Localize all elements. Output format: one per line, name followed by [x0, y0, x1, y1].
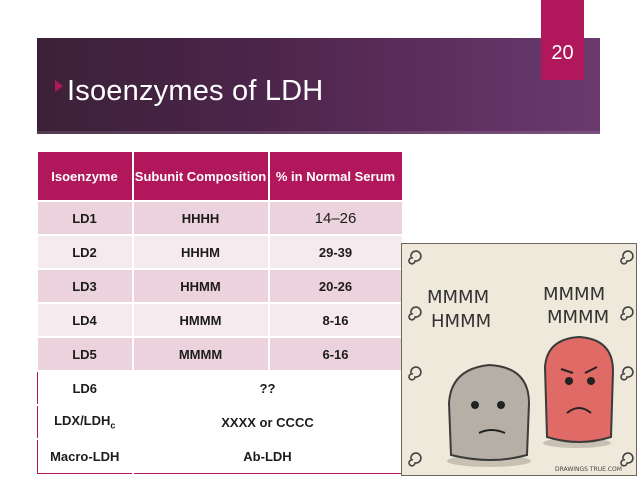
ldh-cartoon-image	[401, 243, 637, 476]
title-bullet-icon	[55, 80, 63, 92]
cartoon-credit: DRAWINGS TRUE.COM	[555, 466, 622, 473]
header-percent-normal-serum: % in Normal Serum	[269, 152, 402, 201]
cartoon-right-caption-1: MMMM	[543, 284, 606, 305]
cell-isoenzyme: LD6	[38, 371, 133, 405]
cell-subunits: Ab-LDH	[133, 439, 402, 473]
cell-percent: 20-26	[269, 269, 402, 303]
isoenzyme-table	[37, 152, 402, 474]
cell-isoenzyme: LD4	[38, 303, 133, 337]
table-row	[38, 201, 402, 235]
cartoon-left-caption-1: MMMM	[427, 287, 490, 308]
cell-isoenzyme: LD2	[38, 235, 133, 269]
cell-isoenzyme: Macro-LDH	[38, 439, 133, 473]
cell-percent: 29-39	[269, 235, 402, 269]
cell-isoenzyme-subscript: c	[110, 420, 116, 431]
table-row	[38, 337, 402, 371]
table-row	[38, 439, 402, 473]
header-isoenzyme: Isoenzyme	[38, 152, 133, 201]
cell-isoenzyme: LD3	[38, 269, 133, 303]
gray-blob-character-icon	[447, 365, 531, 467]
cell-subunits: HMMM	[133, 303, 269, 337]
cell-subunits: MMMM	[133, 337, 269, 371]
cell-percent: 6-16	[269, 337, 402, 371]
header-subunit-composition: Subunit Composition	[133, 152, 269, 201]
table-row	[38, 371, 402, 405]
red-blob-character-icon	[543, 337, 613, 448]
page-number-tab	[541, 0, 584, 80]
cell-isoenzyme	[38, 405, 133, 439]
page-number: 20	[551, 42, 574, 64]
cell-percent: 8-16	[269, 303, 402, 337]
cartoon-left-caption-2: HMMM	[431, 311, 492, 332]
slide-title: Isoenzymes of LDH	[67, 75, 324, 107]
table-row	[38, 405, 402, 439]
table-row	[38, 235, 402, 269]
cell-isoenzyme-main: LDX/LDH	[54, 413, 111, 429]
table-row	[38, 269, 402, 303]
cell-isoenzyme: LD5	[38, 337, 133, 371]
cell-subunits: ??	[133, 371, 402, 405]
cell-subunits: HHMM	[133, 269, 269, 303]
table-row	[38, 303, 402, 337]
cell-percent: 14–26	[269, 201, 402, 235]
cartoon-right-caption-2: MMMM	[547, 307, 610, 328]
cell-subunits: HHHM	[133, 235, 269, 269]
table-header-row	[38, 152, 402, 201]
cell-subunits: XXXX or CCCC	[133, 405, 402, 439]
cell-subunits: HHHH	[133, 201, 269, 235]
cell-isoenzyme: LD1	[38, 201, 133, 235]
